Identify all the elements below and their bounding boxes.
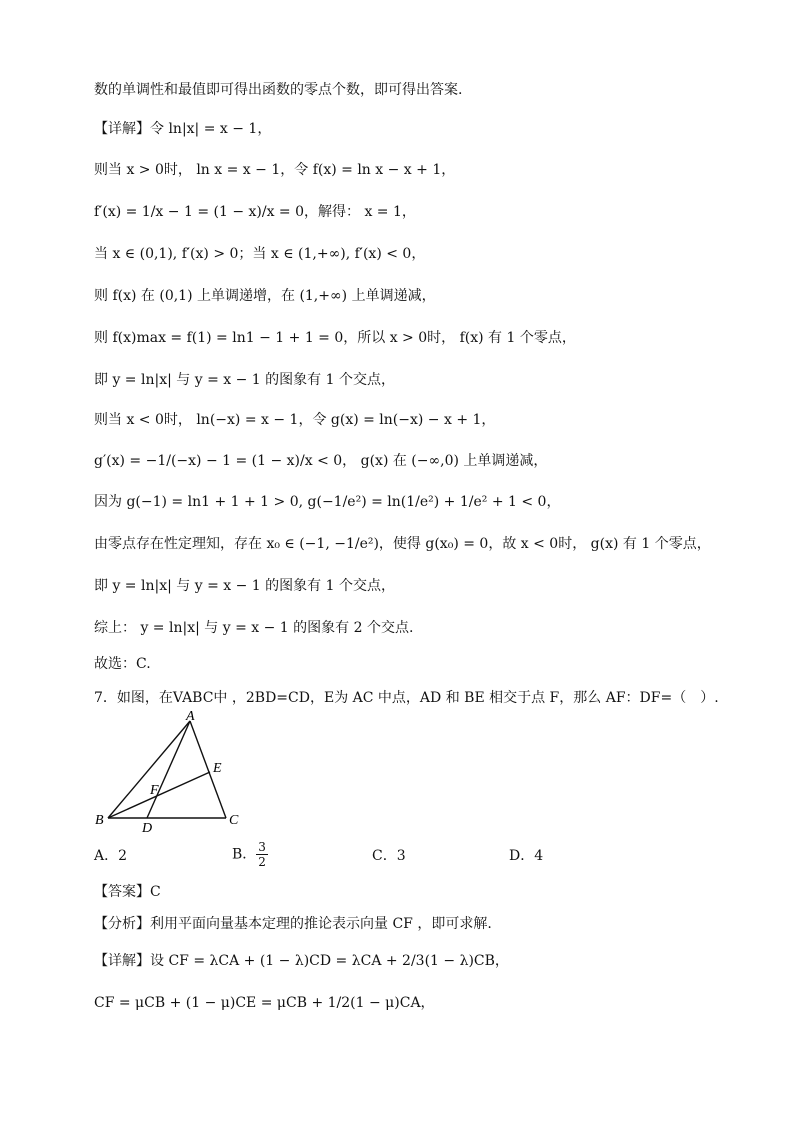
option-b-numerator: 3 xyxy=(258,840,266,854)
option-c: C．3 xyxy=(372,848,406,864)
detail-line-1: 【详解】设 CF = λCA + (1 − λ)CD = λCA + 2/3(1 − λ)CB， xyxy=(94,953,509,969)
label-b: B xyxy=(95,813,104,828)
label-d: D xyxy=(142,821,153,836)
option-b-label: B． xyxy=(232,846,257,863)
option-a: A．2 xyxy=(94,848,128,864)
segment-be xyxy=(108,772,210,818)
option-d: D．4 xyxy=(509,848,544,864)
segment-ad xyxy=(147,721,190,818)
detail-line-2: CF = μCB + (1 − μ)CE = μCB + 1/2(1 − μ)CA， xyxy=(94,995,435,1011)
text-line-14: 综上： y = ln|x| 与 y = x − 1 的图象有 2 个交点. xyxy=(94,620,414,636)
text-line-3: 则当 x > 0时， ln x = x − 1，令 f(x) = ln x − x + 1， xyxy=(94,162,456,178)
triangle-figure xyxy=(90,706,250,836)
text-line-10: g′(x) = −1/(−x) − 1 = (1 − x)/x < 0， g(x) 在 (−∞,0) 上单调递减， xyxy=(94,453,548,469)
text-line-1: 数的单调性和最值即可得出函数的零点个数，即可得出答案. xyxy=(94,82,463,98)
label-e: E xyxy=(213,761,222,776)
text-line-9: 则当 x < 0时， ln(−x) = x − 1，令 g(x) = ln(−x) − x + 1， xyxy=(94,412,496,428)
text-line-13: 即 y = ln|x| 与 y = x − 1 的图象有 1 个交点， xyxy=(94,578,395,594)
question-7-stem: 7．如图，在VABC中 ，2BD=CD，E为 AC 中点，AD 和 BE 相交于点 F，那么 AF：DF=（ ）. xyxy=(94,690,719,706)
option-b xyxy=(232,840,268,869)
label-c: C xyxy=(229,813,239,828)
analysis-line: 【分析】利用平面向量基本定理的推论表示向量 CF ，即可求解. xyxy=(94,916,492,932)
label-a: A xyxy=(186,709,195,724)
text-line-2: 【详解】令 ln|x| = x − 1， xyxy=(94,121,272,137)
text-line-6: 则 f(x) 在 (0,1) 上单调递增，在 (1,+∞) 上单调递减， xyxy=(94,288,436,304)
text-line-7: 则 f(x)max = f(1) = ln1 − 1 + 1 = 0，所以 x > 0时， f(x) 有 1 个零点， xyxy=(94,330,576,346)
text-line-4: f′(x) = 1/x − 1 = (1 − x)/x = 0，解得： x = 1， xyxy=(94,204,416,220)
option-b-fraction xyxy=(256,840,268,869)
label-f: F xyxy=(150,783,159,798)
segment-ab xyxy=(108,721,190,818)
option-b-denominator: 2 xyxy=(258,855,266,869)
text-line-5: 当 x ∈ (0,1), f′(x) > 0；当 x ∈ (1,+∞), f′(x) < 0， xyxy=(94,246,426,262)
text-line-12: 由零点存在性定理知，存在 x₀ ∈ (−1, −1/e²)，使得 g(x₀) = 0，故 x < 0时， g(x) 有 1 个零点， xyxy=(94,536,711,552)
text-line-11: 因为 g(−1) = ln1 + 1 + 1 > 0, g(−1/e²) = ln(1/e²) + 1/e² + 1 < 0， xyxy=(94,494,561,510)
answer-line: 【答案】C xyxy=(94,884,161,900)
text-line-15: 故选：C. xyxy=(94,656,151,672)
text-line-8: 即 y = ln|x| 与 y = x − 1 的图象有 1 个交点， xyxy=(94,372,395,388)
